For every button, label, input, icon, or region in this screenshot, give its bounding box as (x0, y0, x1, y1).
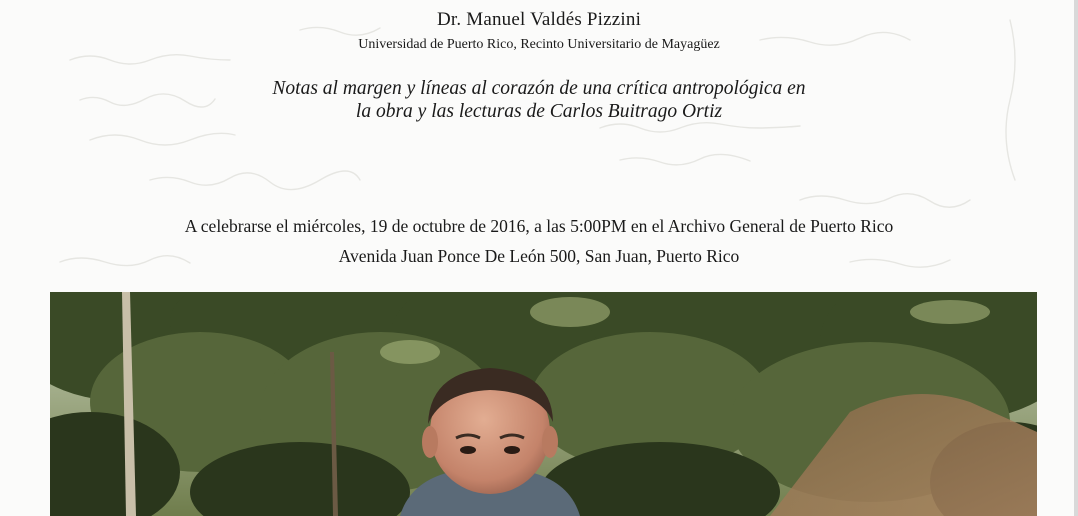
event-date-location: A celebrarse el miércoles, 19 de octubre de 2016, a las 5:00PM en el Archivo General de Puerto Rico (184, 216, 894, 236)
speaker-name: Dr. Manuel Valdés Pizzini (436, 9, 642, 30)
portrait-photo-forest-icon (50, 292, 1037, 516)
page-edge (1074, 0, 1078, 516)
talk-title-line-2: la obra y las lecturas de Carlos Buitrago Ortiz (355, 101, 723, 122)
speaker-affiliation: Universidad de Puerto Rico, Recinto Universitario de Mayagüez (358, 37, 720, 52)
talk-title-line-1: Notas al margen y líneas al corazón de una crítica antropológica en (272, 78, 806, 99)
event-address: Avenida Juan Ponce De León 500, San Juan, Puerto Rico (338, 246, 740, 266)
talk-title (0, 77, 1078, 123)
portrait-photo (50, 292, 1037, 516)
